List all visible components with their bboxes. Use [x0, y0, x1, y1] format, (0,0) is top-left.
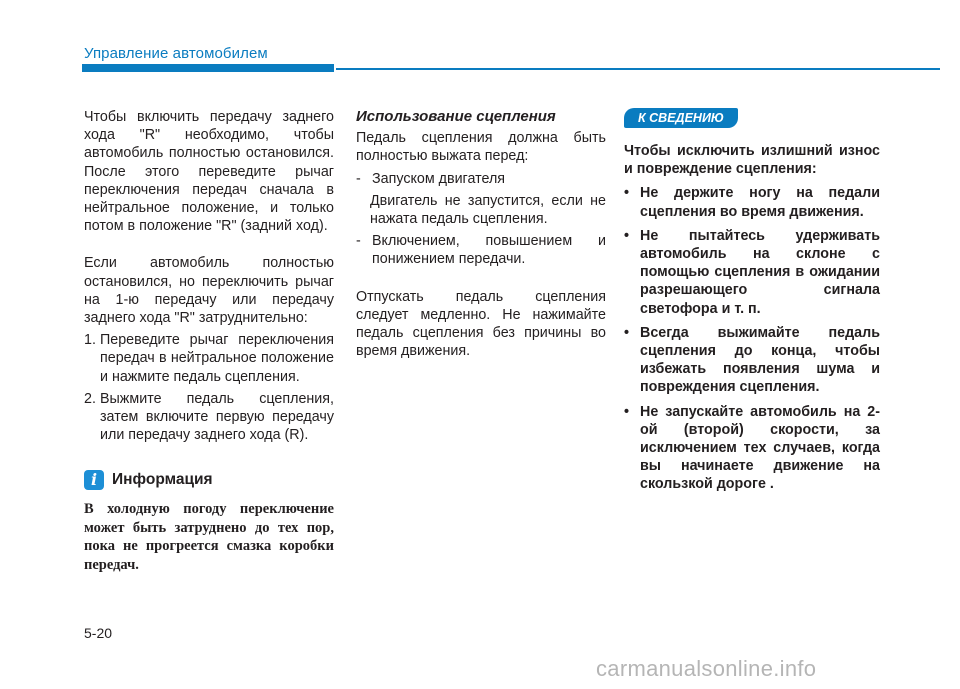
list-text: Выжмите педаль сцепления, затем включите первую передачу или передачу заднего хода (R). — [100, 390, 334, 444]
watermark-link[interactable]: carmanualsonline.info — [596, 656, 817, 681]
bullet-item — [624, 227, 880, 318]
info-header — [84, 470, 334, 490]
bullet-icon: • — [624, 324, 630, 341]
list-number: 1. — [84, 332, 96, 349]
header-bar-thick — [82, 64, 334, 72]
bullet-item — [624, 184, 880, 220]
page-number: 5-20 — [84, 625, 113, 641]
list-dash: - — [356, 233, 361, 250]
bullet-text: Не держите ногу на педали сцепления во время движения. — [640, 185, 880, 220]
list-dash: - — [356, 170, 361, 187]
column-left — [84, 108, 334, 574]
list-text: Включением, повышением и понижением передачи. — [372, 233, 606, 268]
bullet-item — [624, 403, 880, 494]
list-subtext: Двигатель не запустится, если не нажата педаль сцепления. — [370, 192, 606, 228]
column-right — [624, 108, 880, 494]
column-middle — [356, 108, 606, 360]
paragraph: Отпускать педаль сцепления следует медленно. Не нажимайте педаль сцепления без причины во время движения. — [356, 288, 606, 360]
section-subtitle: Использование сцепления — [356, 108, 556, 125]
info-title: Информация — [112, 471, 213, 489]
bullet-icon: • — [624, 403, 630, 420]
list-number: 2. — [84, 390, 96, 407]
info-icon: i — [84, 470, 104, 490]
bullet-text: Не запускайте автомобиль на 2-ой (второй) скорости, за исключением тех случаев, когда вы начинаете движение на скользкой дороге . — [640, 403, 880, 493]
paragraph: Чтобы включить передачу заднего хода "R" необходимо, чтобы автомобиль полностью остановился. После этого переведите рычаг переключения передач сначала в нейтральное положение, и только потом в положение "R" (задний ход). — [84, 109, 334, 235]
list-text: Запуском двигателя — [372, 170, 506, 187]
section-title: Управление автомобилем — [84, 45, 268, 62]
list-item — [356, 170, 606, 188]
info-body: В холодную погоду переключение может быть затруднено до тех пор, пока не прогреется смазка коробки передач. — [84, 501, 334, 573]
bullet-text: Не пытайтесь удерживать автомобиль на склоне с помощью сцепления в ожидании разрешающего сигнала светофора и т. п. — [640, 227, 880, 317]
list-item — [84, 390, 334, 445]
bullet-icon: • — [624, 227, 630, 244]
paragraph: Если автомобиль полностью остановился, но переключить рычаг на 1-ю передачу или передачу заднего хода "R" затруднительно: — [84, 255, 334, 327]
list-item — [84, 331, 334, 386]
header-bar-thin — [336, 68, 940, 70]
bullet-item — [624, 324, 880, 397]
notice-badge: К СВЕДЕНИЮ — [624, 108, 738, 128]
list-item — [356, 232, 606, 268]
notice-lead: Чтобы исключить излишний износ и повреждение сцепления: — [624, 143, 880, 178]
paragraph: Педаль сцепления должна быть полностью выжата перед: — [356, 130, 606, 165]
bullet-text: Всегда выжимайте педаль сцепления до конца, чтобы избежать появления шума и повреждения сцепления. — [640, 324, 880, 396]
list-text: Переведите рычаг переключения передач в нейтральное положение и нажмите педаль сцепления. — [100, 332, 334, 385]
bullet-icon: • — [624, 185, 630, 202]
